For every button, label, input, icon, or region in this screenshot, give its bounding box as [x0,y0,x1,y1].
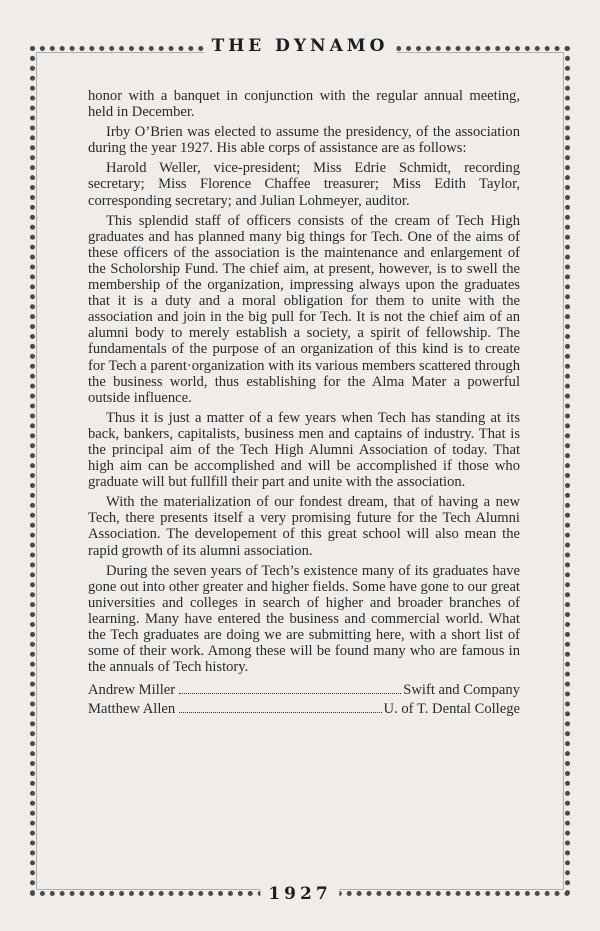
paragraph-officers: Harold Weller, vice-president; Miss Edrie Schmidt, recording secretary; Miss Florence Chaffee treasurer; Miss Edith Taylor, corresponding secretary; and Julian Lohmeyer, auditor. [88,160,520,209]
dot-leader [179,693,401,694]
paragraph-banquet: honor with a banquet in conjunction with the regular annual meeting, held in December. [88,88,520,121]
paragraph-staff: This splendid staff of officers consists of the cream of Tech High graduates and has planned many big things for Tech. One of the aims of these officers of the association is the maintenance and enlargement of the Scholorship Fund. The chief aim, at present, however, is to swell the membership of the organization, impressing always upon the graduates that it is a duty and a moral obligation for them to unite with the association and join in the big pull for Tech. It is not the chief aim of an alumni body to merely establish a society, a spirit of fellowship. The fundamentals of the purpose of an organization of this kind is to create for Tech a parent·organization with its various members scattered through the business world, thus establishing for the Alma Mater a powerful outside influence. [88,212,520,406]
dot-leader [179,712,381,713]
alumni-name: Andrew Miller [88,682,176,699]
list-item [88,681,520,700]
paragraph-new-tech: With the materialization of our fondest dream, that of having a new Tech, there presents itself a very promising future for the Tech Alumni Association. The developement of this great school will also mean the rapid growth of its alumni association. [88,494,520,559]
page-header-title: THE DYNAMO [204,36,397,56]
list-item [88,700,520,719]
article-body [88,88,520,719]
alumni-name: Matthew Allen [88,701,176,718]
alumni-organization: U. of T. Dental College [383,701,520,718]
paragraph-presidency: Irby O’Brien was elected to assume the presidency, of the association during the year 1927. His able corps of assistance are as follows: [88,124,520,157]
alumni-list [88,681,520,719]
page-footer-year: 1927 [260,884,339,904]
paragraph-graduates: During the seven years of Tech’s existence many of its graduates have gone out into other greater and higher fields. Some have gone to our great universities and colleges in search of higher and broader branches of learning. Many have entered the business and commercial world. What the Tech graduates are doing we are submitting here, with a short list of some of their work. Among these will be found many who are famous in the annuals of Tech history. [88,562,520,676]
paragraph-standing: Thus it is just a matter of a few years when Tech has standing at its back, bankers, capitalists, business men and captains of industry. That is the principal aim of the Tech High Alumni Association of today. That high aim can be accomplished and will be accomplished if those who graduate will but fullfill their part and unite with the association. [88,409,520,491]
alumni-organization: Swift and Company [403,682,520,699]
